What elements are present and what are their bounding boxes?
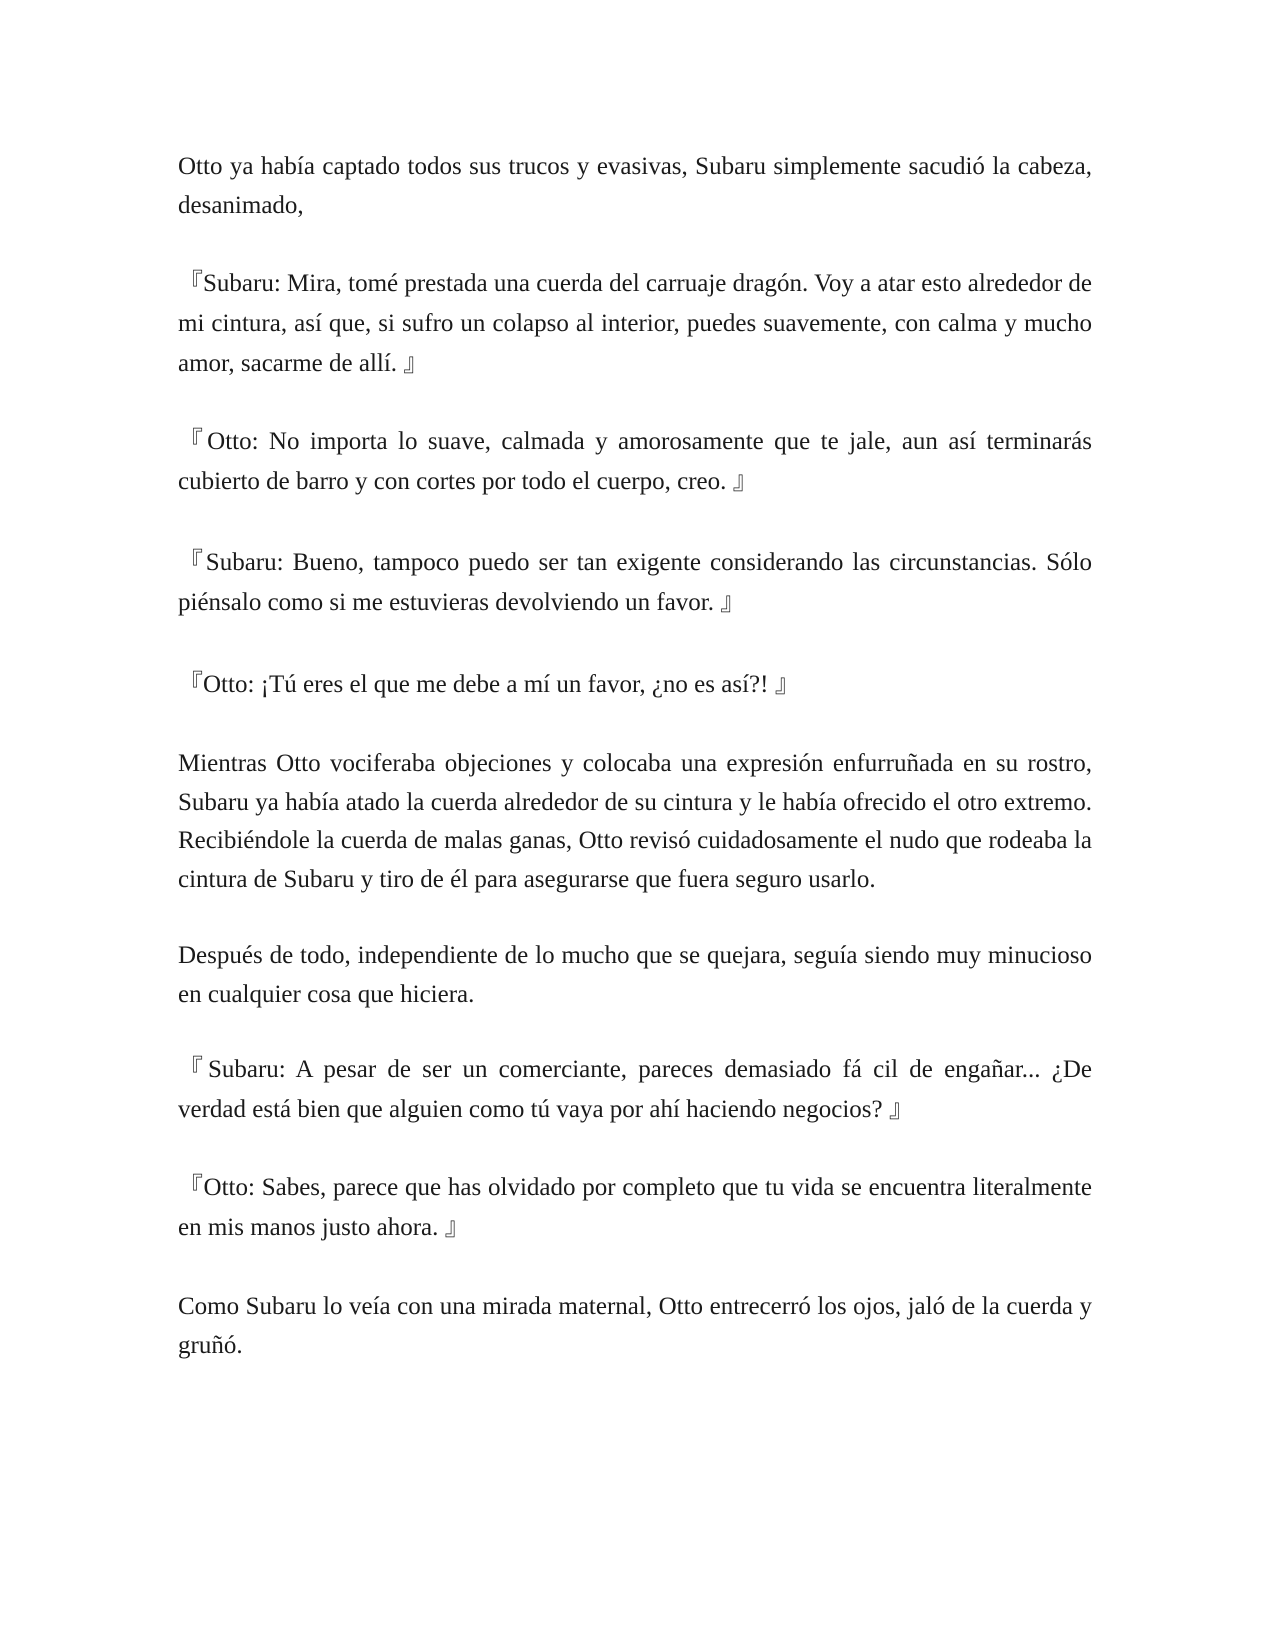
- narration-paragraph: Después de todo, independiente de lo mucho que se quejara, seguía siendo muy minucioso en cualquier cosa que hiciera.: [178, 942, 1092, 1008]
- dialogue-paragraph: 『Subaru: Bueno, tampoco puedo ser tan exigente considerando las circunstancias. Sólo piénsalo como si me estuvieras devolviendo un favor. 』: [178, 549, 1092, 616]
- narration-paragraph: Como Subaru lo veía con una mirada maternal, Otto entrecerró los ojos, jaló de la cuerda y gruñó.: [178, 1293, 1092, 1359]
- dialogue-paragraph: 『Otto: No importa lo suave, calmada y amorosamente que te jale, aun así terminarás cubierto de barro y con cortes por todo el cuerpo, creo. 』: [178, 428, 1092, 495]
- narration-paragraph: Otto ya había captado todos sus trucos y evasivas, Subaru simplemente sacudió la cabeza, desanimado,: [178, 153, 1092, 219]
- page-body: [178, 148, 1092, 1407]
- dialogue-paragraph: 『Otto: ¡Tú eres el que me debe a mí un favor, ¿no es así?! 』: [178, 671, 800, 698]
- dialogue-paragraph: 『Otto: Sabes, parece que has olvidado por completo que tu vida se encuentra literalmente en mis manos justo ahora. 』: [178, 1174, 1092, 1241]
- dialogue-paragraph: 『Subaru: A pesar de ser un comerciante, pareces demasiado fá cil de engañar... ¿De verdad está bien que alguien como tú vaya por ahí haciendo negocios? 』: [178, 1056, 1092, 1123]
- narration-paragraph: Mientras Otto vociferaba objeciones y colocaba una expresión enfurruñada en su rostro, Subaru ya había atado la cuerda alrededor de su cintura y le había ofrecido el otro extremo. Recibiéndole la cuerda de malas ganas, Otto revisó cuidadosamente el nudo que rodeaba la cintura de Subaru y tiro de él para asegurarse que fuera seguro usarlo.: [178, 750, 1092, 893]
- dialogue-paragraph: 『Subaru: Mira, tomé prestada una cuerda del carruaje dragón. Voy a atar esto alrededor de mi cintura, así que, si sufro un colapso al interior, puedes suavemente, con calma y mucho amor, sacarme de allí. 』: [178, 270, 1092, 377]
